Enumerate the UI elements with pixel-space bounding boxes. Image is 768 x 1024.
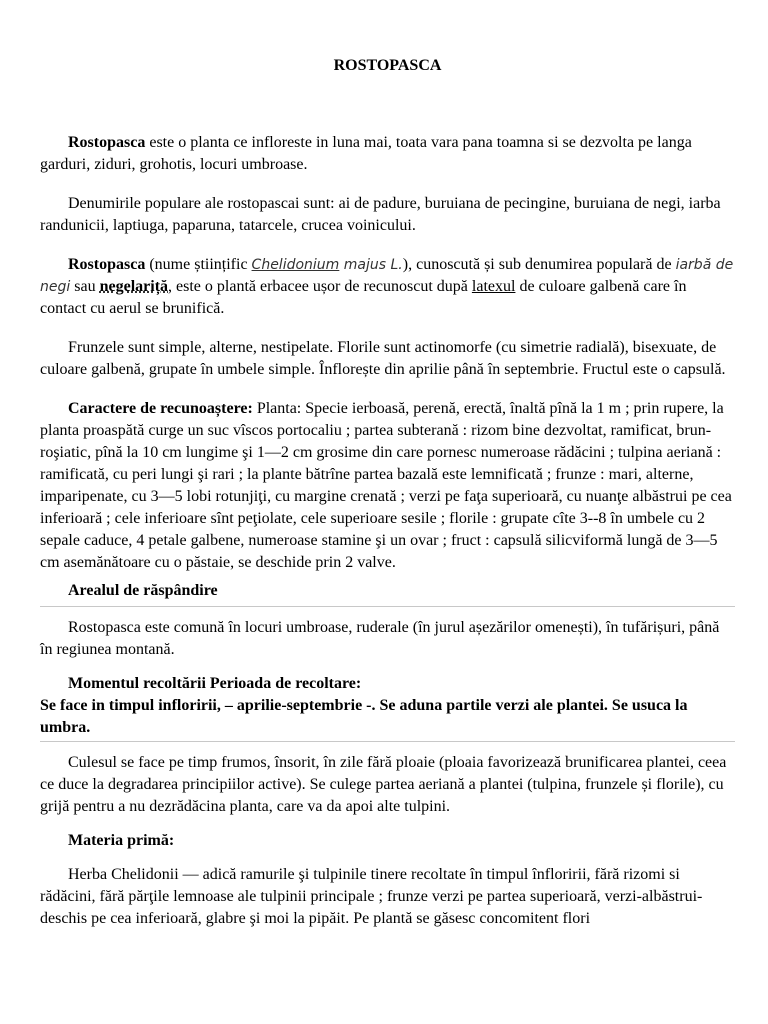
paragraph-leaves-flowers: Frunzele sunt simple, alterne, nestipelate. Florile sunt actinomorfe (cu simetrie radială), bisexuate, de culoare galbenă, grupate în umbele simple. Înflorește din aprilie până în septembrie. Fructul este o capsulă. bbox=[40, 339, 726, 378]
term-rostopasca: Rostopasca bbox=[68, 256, 146, 273]
paragraph-intro bbox=[40, 132, 735, 176]
heading-areal: Arealul de răspândire bbox=[68, 582, 218, 599]
link-negelarita[interactable]: negelariță bbox=[99, 278, 169, 295]
paragraph-harvest: Culesul se face pe timp frumos, însorit, în zile fără ploaie (ploaia favorizează brunificarea plantei, ceea ce duce la degradarea principiilor active). Se culege partea aeriană a plantei (tulpina, frunzele și florile), cu grijă pentru a nu dezrădăcina planta, care va da apoi alte tulpini. bbox=[40, 754, 727, 815]
link-latexul[interactable]: latexul bbox=[471, 278, 516, 295]
term-rostopasca: Rostopasca bbox=[68, 134, 146, 151]
text-fragment: ), cunoscută și sub denumirea populară de bbox=[402, 256, 676, 273]
text-fragment: sau bbox=[70, 278, 100, 295]
text-fragment: (nume științific bbox=[145, 256, 252, 273]
text-fragment: , este o plantă erbacee ușor de recunoscut după bbox=[168, 278, 472, 295]
divider bbox=[40, 741, 735, 742]
species-name: majus L. bbox=[339, 257, 403, 273]
paragraph-scientific-name bbox=[40, 254, 735, 320]
divider bbox=[40, 606, 735, 607]
popular-name-iarba-de-negi: iarbă de negi bbox=[40, 257, 734, 295]
paragraph-recognition bbox=[40, 398, 735, 574]
recoltare-note: Se face in timpul infloririi, – aprilie-septembrie -. Se aduna partile verzi ale plantei. Se usuca la umbra. bbox=[40, 697, 688, 736]
heading-materia-prima: Materia primă: bbox=[68, 832, 175, 849]
heading-recoltare: Momentul recoltării Perioada de recoltare: bbox=[68, 675, 362, 692]
paragraph-text: Planta: Specie ierboasă, perenă, erectă, înaltă pînă la 1 m ; prin rupere, la planta proaspătă curge un suc vîscos portocaliu ; partea subterană : rizom bine dezvoltat, ramificat, brun-roşiatic, pînă la 10 cm lungime şi 1—2 cm grosime din care pornesc numeroase rădăcini ; tulpina aeriană : ramificată, cu peri lungi şi rari ; la plante bătrîne partea bazală este lemnificată ; frunze : mari, alterne, imparipenate, cu 3—5 lobi rotunjiţi, cu margine crenată ; verzi pe faţa superioară, cu nuanţe albăstrui pe cea inferioară ; cele inferioare sînt peţiolate, cele superioare sesile ; florile : grupate cîte 3--8 în umbele cu 2 sepale caduce, 4 petale galbene, numeroase stamine şi un ovar ; fruct : capsulă silicviformă lungă de 3—5 cm asemănătoare cu o păstaie, se deschide prin 2 valve. bbox=[40, 400, 732, 571]
link-chelidonium[interactable]: Chelidonium bbox=[251, 257, 340, 273]
paragraph-materia: Herba Chelidonii — adică ramurile şi tulpinile tinere recoltate în timpul înfloririi, fără rizomi si rădăcini, fără părţile lemnoase ale tulpinii principale ; frunze verzi pe partea superioară, verzi-albăstrui-deschis pe cea inferioară, glabre şi moi la pipăit. Pe plantă se găsesc concomitent flori bbox=[40, 866, 703, 927]
paragraph-text: este o planta ce infloreste in luna mai, toata vara pana toamna si se dezvolta pe langa garduri, ziduri, grohotis, locuri umbroase. bbox=[40, 134, 692, 173]
paragraph-popular-names: Denumirile populare ale rostopascai sunt: ai de padure, buruiana de pecingine, buruiana de negi, iarba randunicii, laptiuga, paparuna, tatarcele, crucea voinicului. bbox=[40, 195, 721, 234]
paragraph-areal: Rostopasca este comună în locuri umbroase, ruderale (în jurul așezărilor omenești), în tufărișuri, până în regiunea montană. bbox=[40, 619, 720, 658]
text-fragment: de culoare galbenă care în contact cu aerul se brunifică. bbox=[40, 278, 687, 317]
document-body bbox=[40, 55, 735, 930]
page-title: ROSTOPASCA bbox=[333, 57, 442, 74]
term-caractere: Caractere de recunoaștere: bbox=[68, 400, 253, 417]
